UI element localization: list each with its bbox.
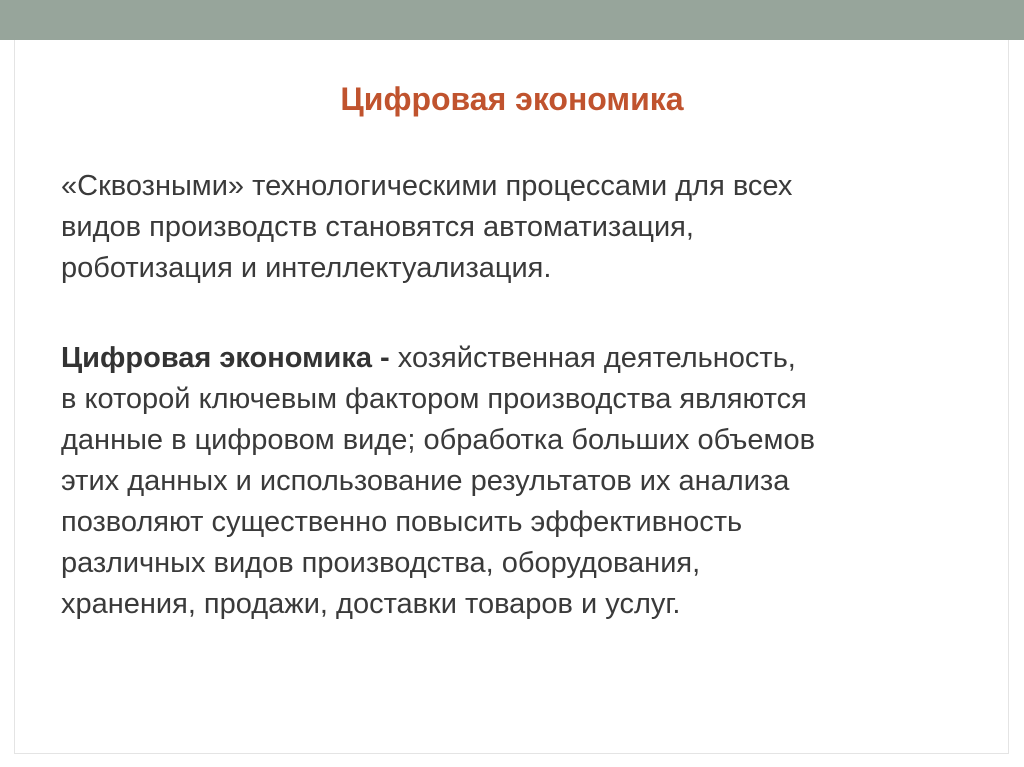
slide-title: Цифровая экономика	[340, 81, 684, 117]
top-accent-band	[0, 0, 1024, 40]
definition-text: хозяйственная деятельность, в которой ключевым фактором производства являются данные в цифровом виде; обработка больших объемов этих данных и использование результатов их анализа позволяют существенно повысить эффективность различных видов производства, оборудования, хранения, продажи, доставки товаров и услуг.	[61, 342, 816, 620]
definition-term: Цифровая экономика -	[61, 342, 390, 374]
paragraph-processes: «Сквозными» технологическими процессами для всех видов производств становятся автоматизация, роботизация и интеллектуализация.	[61, 170, 793, 284]
paragraph-definition	[61, 338, 961, 625]
